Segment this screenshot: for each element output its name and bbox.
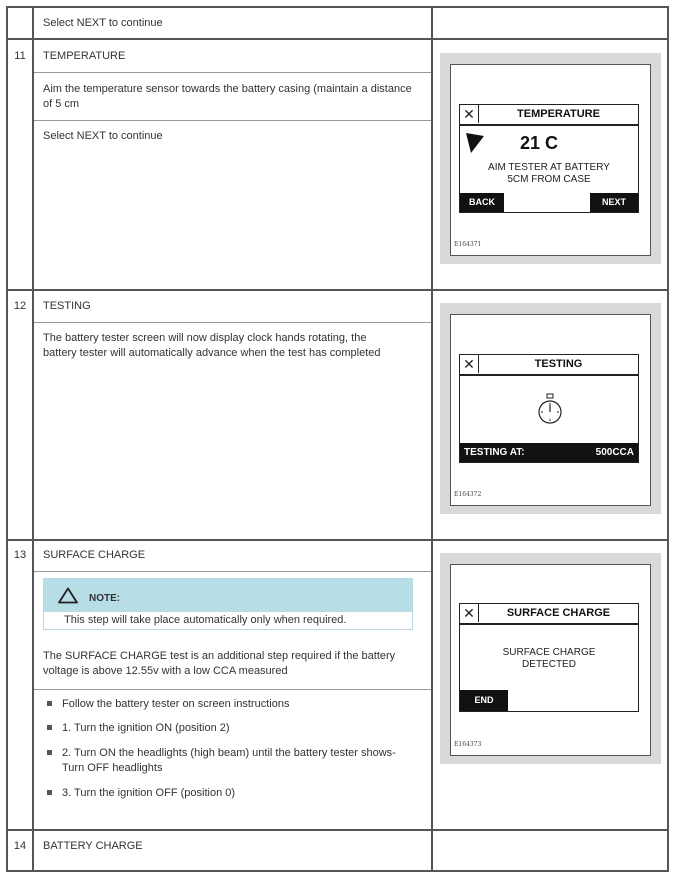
cell-divider (34, 72, 431, 73)
step-text: Aim the temperature sensor towards the battery casing (maintain a distance of 5 cm (43, 83, 412, 110)
bullet-text: 3. Turn the ignition OFF (position 0) (62, 787, 236, 799)
figure-ref: E164372 (454, 491, 482, 498)
stopwatch-icon (537, 393, 563, 427)
step-number: 12 (13, 300, 27, 312)
step-number: 13 (13, 549, 27, 561)
bullet-icon (47, 790, 52, 795)
screen-title: TEMPERATURE (517, 108, 600, 120)
screen-title: SURFACE CHARGE (506, 607, 611, 619)
step-number: 11 (14, 50, 26, 62)
col-divider-1 (32, 6, 34, 872)
status-bar (460, 443, 638, 462)
status-value: 500CCA (595, 447, 634, 458)
screen-line: 5CM FROM CASE (507, 174, 591, 185)
pointer-arrow-icon (466, 133, 484, 155)
bullet-text: 1. Turn the ignition ON (position 2) (62, 722, 230, 734)
back-button[interactable]: BACK (460, 193, 504, 212)
end-button[interactable]: END (460, 690, 508, 711)
step-text: The SURFACE CHARGE test is an additional step required if the battery voltage is above 12.55v with a low CCA measured (43, 650, 396, 677)
screen-line: SURFACE CHARGE (502, 647, 596, 658)
cell-divider (34, 571, 431, 572)
tester-screen (459, 354, 639, 463)
tester-screen (459, 603, 639, 712)
col-divider-2 (431, 6, 433, 872)
screen-divider (460, 374, 638, 376)
step-title: TESTING (43, 300, 91, 312)
step-number: 14 (13, 840, 27, 852)
close-x-icon: ✕ (460, 355, 479, 373)
bullet-icon (47, 701, 52, 706)
bullet-text: 2. Turn ON the headlights (high beam) until the battery tester shows- Turn OFF headlights (62, 747, 396, 774)
row-divider (6, 38, 669, 40)
step-title: BATTERY CHARGE (43, 840, 143, 852)
row-divider (6, 289, 669, 291)
cell-divider (34, 689, 431, 690)
cell-divider (34, 120, 431, 121)
step-title: SURFACE CHARGE (43, 549, 146, 561)
tester-screen (459, 104, 639, 213)
status-label: TESTING AT: (464, 447, 525, 458)
close-x-icon: ✕ (460, 604, 479, 622)
screen-line: AIM TESTER AT BATTERY (488, 162, 610, 173)
figure-ref: E164371 (454, 241, 482, 248)
screen-divider (460, 124, 638, 126)
step-text: The battery tester screen will now display clock hands rotating, the battery tester will automatically advance when the test has completed (43, 332, 381, 359)
note-box (43, 578, 413, 630)
figure-ref: E164373 (454, 741, 482, 748)
step-text: Select NEXT to continue (43, 130, 163, 142)
note-label: NOTE: (89, 593, 121, 604)
temperature-value: 21 C (520, 133, 559, 153)
warning-triangle-icon (58, 587, 78, 604)
screen-title: TESTING (534, 358, 583, 370)
close-x-icon: ✕ (460, 105, 479, 123)
cell-divider (34, 322, 431, 323)
note-text: This step will take place automatically only when required. (64, 614, 347, 626)
row-divider (6, 539, 669, 541)
row-label: Select NEXT to continue (43, 17, 163, 29)
bullet-text: Follow the battery tester on screen instructions (62, 698, 290, 710)
screen-divider (460, 623, 638, 625)
screen-line: DETECTED (522, 659, 576, 670)
step-title: TEMPERATURE (43, 50, 126, 62)
next-button[interactable]: NEXT (590, 193, 638, 212)
bullet-icon (47, 750, 52, 755)
bullet-icon (47, 725, 52, 730)
row-divider (6, 829, 669, 831)
